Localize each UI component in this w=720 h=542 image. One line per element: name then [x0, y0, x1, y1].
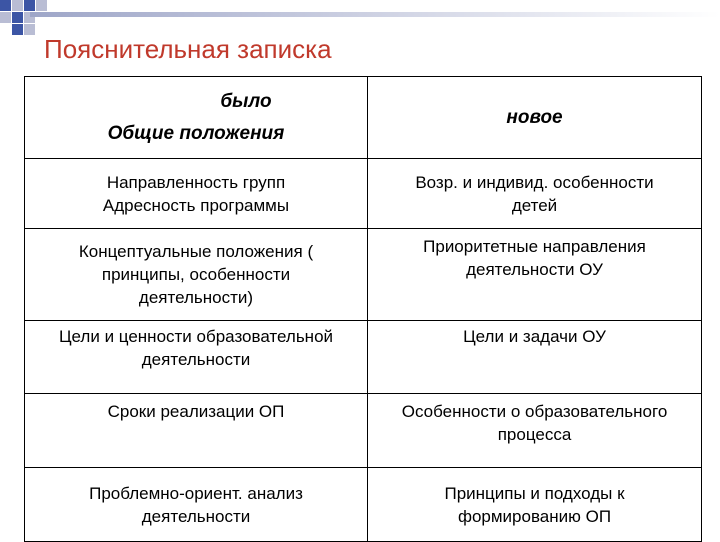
cell-old [25, 394, 368, 468]
cell-text: деятельности [141, 506, 251, 526]
comparison-table [24, 76, 702, 542]
header-new-label: новое [506, 106, 563, 128]
decor-square [12, 24, 23, 35]
table-row [25, 229, 702, 321]
header-cell-old [25, 77, 368, 159]
cell-text: Сроки реализации ОП [107, 402, 285, 421]
decor-square [24, 24, 35, 35]
table-row [25, 321, 702, 394]
cell-old [25, 321, 368, 394]
decor-square [12, 0, 23, 11]
cell-text: Концептуальные положения ( [78, 242, 314, 261]
cell-new [368, 394, 702, 468]
cell-text: Адресность программы [102, 195, 290, 215]
cell-new [368, 321, 702, 394]
cell-text: детей [511, 195, 558, 215]
cell-text: Возр. и индивид. особенности [415, 172, 654, 192]
decor-square [24, 0, 35, 11]
cell-text: Цели и ценности образовательной [58, 327, 334, 346]
cell-new [368, 229, 702, 321]
header-old-label: было [220, 90, 272, 112]
cell-text: деятельности ОУ [466, 260, 603, 279]
decor-square [36, 0, 47, 11]
decor-square [0, 12, 11, 23]
header-cell-new [368, 77, 702, 159]
cell-text: Направленность групп [106, 172, 286, 192]
cell-text: Цели и задачи ОУ [463, 327, 606, 346]
cell-old [25, 229, 368, 321]
cell-new [368, 468, 702, 542]
cell-text: формированию ОП [457, 506, 612, 526]
cell-text: Принципы и подходы к [444, 483, 625, 503]
table-row [25, 468, 702, 542]
cell-old [25, 468, 368, 542]
cell-new [368, 159, 702, 229]
decor-square [0, 0, 11, 11]
cell-text: Проблемно-ориент. анализ [89, 483, 303, 503]
page-title: Пояснительная записка [44, 34, 332, 64]
cell-text: Приоритетные направления [423, 237, 646, 256]
cell-text: деятельности [141, 350, 251, 369]
cell-text: деятельности) [138, 288, 254, 307]
cell-text: процесса [497, 425, 572, 444]
table-row [25, 159, 702, 229]
table-row [25, 394, 702, 468]
decor-square [12, 12, 23, 23]
table-header-row [25, 77, 702, 159]
cell-text: принципы, особенности [101, 265, 291, 284]
cell-text: Особенности о образовательного [401, 402, 668, 421]
title-rule [30, 12, 720, 17]
cell-old [25, 159, 368, 229]
header-old-sublabel: Общие положения [107, 122, 285, 144]
